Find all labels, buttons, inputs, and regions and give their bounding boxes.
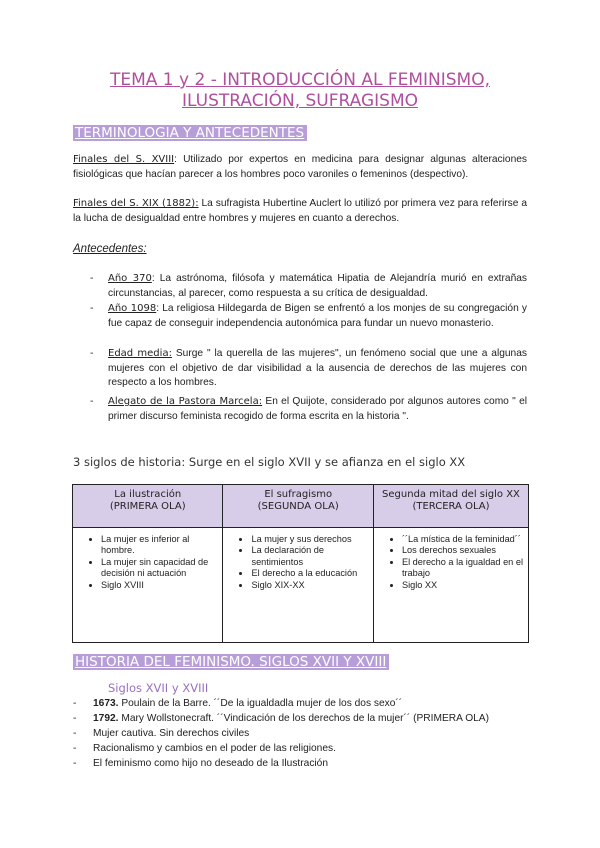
term-text: La sufragista Hubertine Auclert lo utilizó por primera vez para referirse a la lucha de desigualdad entre hombres y mujeres en cuanto a derechos. xyxy=(73,198,527,224)
section-heading-historia: HISTORIA DEL FEMINISMO. SIGLOS XVII Y XVIII xyxy=(73,654,389,670)
table-cell xyxy=(223,528,373,643)
siglos-text: Surge en el siglo XVII y se afianza en el siglo XX xyxy=(185,455,466,469)
list-item: - Alegato de la Pastora Marcela: En el Quijote, considerado por algunos autores como " el primer discurso feminista recogido de forma escrita en la historia ". xyxy=(90,396,528,422)
list-item: - Año 370: La astrónoma, filósofa y matemática Hipatia de Alejandría murió en extrañas circunstancias, al parecer, como respuesta a su crítica de desigualdad. xyxy=(90,273,527,299)
list-item: • Siglo XVIII xyxy=(101,580,218,591)
list-item: • Siglo XIX-XX xyxy=(251,580,368,591)
list-item: • El derecho a la educación xyxy=(251,568,368,579)
title-line-2: ILUSTRACIÓN, SUFRAGISMO xyxy=(182,91,418,111)
table-header: Segunda mitad del siglo XX (TERCERA OLA) xyxy=(373,485,528,528)
list-item: • ´´La mística de la feminidad´´ xyxy=(402,534,524,545)
siglos-label: 3 siglos de historia: xyxy=(73,455,186,469)
antecedentes-heading: Antecedentes: xyxy=(73,243,147,255)
paragraph-finales-xix xyxy=(73,197,527,226)
list-item: • Siglo XX xyxy=(402,580,524,591)
list-item: • La mujer es inferior al hombre. xyxy=(101,534,218,557)
paragraph-finales-xviii xyxy=(73,153,527,182)
section-heading-terminologia: TERMINOLOGIA Y ANTECEDENTES xyxy=(73,125,307,141)
document-page: TEMA 1 y 2 - INTRODUCCIÓN AL FEMINISMO, ILUSTRACIÓN, SUFRAGISMO TERMINOLOGIA Y ANTECEDENTES Finales del S. XVIII: Utilizado por expertos en medicina para designar algunas alteraciones fisiológicas que hacían parecer a los hombres poco varoniles o femeninos (despectivo). Finales del S. XIX (1882): La sufragista Hubertine Auclert lo utilizó por primera vez para referirse a la lucha de desigualdad entre hombres y mujeres en cuanto a derechos. Antecedentes: - Año 370: La astrónoma, filósofa y matemática Hipatia de Alejandría murió en extrañas circunstancias, al parecer, como respuesta a su crítica de desigualdad. - Año 1098: La religiosa Hildegarda de Bigen se enfrentó a los monjes de su congregación y fue capaz de conseguir independencia autonómica para fundar un nuevo monasterio. - Edad media: Surge " la querella de las mujeres", un fenómeno social que une a algunas mujeres con el objetivo de dar visibilidad a la ausencia de derechos de las mujeres con respecto a los hombres. - Alegato de la Pastora Marcela: En el Quijote, considerado por algunos autores como " el primer discurso feminista recogido de forma escrita en la historia ". 3 siglos de historia: Surge en el siglo XVII y se afianza en el siglo XX La ilustración (PRIMERA OLA) El sufragismo (SEGUNDA OLA) Segunda mitad del siglo XX (TERCERA OLA) • La mujer es inferior al hombre. • La mujer sin capacidad de decisión ni actuación • Siglo XVIII • La mujer y sus derechos • La declaración de sentimientos • El derecho a la educación • Siglo XIX-XX • ´´La mística de la feminidad´´ • Los derechos sexuales • El derecho a la igualdad en el trabajo • Siglo XX HISTORIA DEL FEMINISMO. SIGLOS XVII Y XVIII Siglos XVII y XVIII - 1673. Poulain de la Barre. ´´De la igualdadla mujer de los dos sexo´´ - 1792. Mary Wollstonecraft. ´´Vindicación de los derechos de la mujer´´ (PRIMERA OLA) - Mujer cautiva. Sin derechos civiles - Racionalismo y cambios en el poder de las religiones. - El feminismo como hijo no deseado de la Ilustración xyxy=(0,0,600,848)
term-text: : Utilizado por expertos en medicina para designar algunas alteraciones fisiológicas que hacían parecer a los hombres poco varoniles o femeninos (despectivo). xyxy=(73,154,527,180)
table-cell xyxy=(73,528,223,643)
table-cell xyxy=(373,528,528,643)
list-item: • La mujer sin capacidad de decisión ni actuación xyxy=(101,557,218,580)
term-label: Finales del S. XVIII xyxy=(73,154,175,165)
list-item: • La declaración de sentimientos xyxy=(251,545,368,568)
siglos-line xyxy=(73,455,465,469)
list-item: - Año 1098: La religiosa Hildegarda de Bigen se enfrentó a los monjes de su congregación y fue capaz de conseguir independencia autonómica para fundar un nuevo monasterio. xyxy=(90,303,527,329)
olas-table xyxy=(72,484,529,643)
page-title xyxy=(60,70,540,112)
subsection-heading: Siglos XVII y XVIII xyxy=(108,681,209,695)
list-item: • El derecho a la igualdad en el trabajo xyxy=(402,557,524,580)
title-line-1: TEMA 1 y 2 - INTRODUCCIÓN AL FEMINISMO, xyxy=(109,70,491,90)
list-item: • Los derechos sexuales xyxy=(402,545,524,556)
table-header: El sufragismo (SEGUNDA OLA) xyxy=(223,485,373,528)
list-item: - Edad media: Surge " la querella de las mujeres", un fenómeno social que une a algunas mujeres con el objetivo de dar visibilidad a la ausencia de derechos de las mujeres con respecto a los hombres. xyxy=(90,348,527,389)
term-label: Finales del S. XIX (1882): xyxy=(73,198,199,209)
table-header: La ilustración (PRIMERA OLA) xyxy=(73,485,223,528)
list-item: • La mujer y sus derechos xyxy=(251,534,368,545)
